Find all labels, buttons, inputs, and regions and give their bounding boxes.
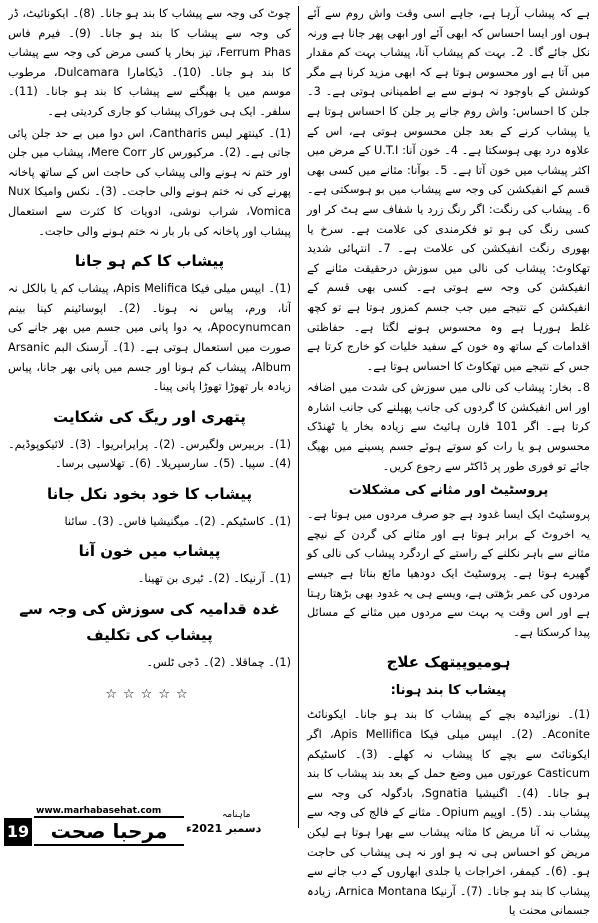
involuntary-heading: پیشاب کا خود بخود نکل جانا [46,484,253,503]
retention-subheading: پیشاب کا بند ہونا: [390,683,507,699]
prostate-subheading: پروسٹیٹ اور مثانے کی مشکلات [348,483,549,499]
stones-paragraph: (1)۔ بربیرس ولگیرس۔ (2)۔ پرایرابریوا۔ (3)۔ لائیکوپوڈیم۔ (4)۔ سپیا۔ (5)۔ سارسپریلا۔ (6)۔ تھلاسپی برسا۔ [8,437,291,471]
glands-paragraph: (1)۔ چماقلا۔ (2)۔ ڈجی ٹلس۔ [146,656,291,670]
stones-heading: پتھری اور ریگ کی شکایت [53,407,246,426]
prostate-paragraph: پروسٹیٹ ایک ایسا غدود ہے جو صرف مردوں میں ہوتا ہے۔ یہ اخروٹ کے برابر ہوتا ہے اور مثانے کی گردن کے نیچے مثانے سے باہر نکلنے کے راستے کے اردگرد پیشاب کی نالی کو گھیرے ہوتا ہے۔ پروسٹیٹ ایک دودھیا مائع بناتا ہے جیسے مردوں کی عمر بڑھتی ہے، ویسے ہی یہ غدود بھی بڑھتا رہتا ہے اور اس وقت یہ بہت سے مردوں میں مثانے کے مسائل پیدا کرسکتا ہے۔ [307,508,590,639]
page-footer [0,806,300,850]
column-divider [298,6,299,828]
homeopathic-heading: ہومیوپیتھک علاج [386,653,511,672]
glands-heading: غدہ قدامیہ کی سوزش کی وجہ سے پیشاب کی تکلیف [19,600,280,645]
stars-divider: ☆☆☆☆☆ [105,686,194,702]
issue-date: دسمبر 2021ء [186,822,262,835]
website-url[interactable]: www.marhabasehat.com [36,806,162,816]
less-urine-heading: پیشاب کا کم ہو جانا [74,252,225,271]
symptoms-paragraph: ہے کہ پیشاب آرہا ہے، جاہے اسی وقت واش روم سے آئے ہوں اور ایسا احساس کہ ابھی آئے اور ابھی پھر جانا ہے ورنہ نکل جائے گا۔ 2۔ بہت کم پیشاب آنا، پیشاب بہت کم مقدار میں آتا ہے اور محسوس ہوتا ہے کہ ابھی مزید کرنا ہے مگر کوشش کے باوجود نہ ہونے سے بے اطمینانی ہوتی ہے۔ 3۔ جلن کا احساس: واش روم جانے پر جلن کا احساس ہوتا ہے یا پیشاب کرنے کے بعد جلن محسوس ہوتی ہے، اس کے علاوہ درد بھی ہوسکتا ہے۔ 4۔ خون آنا: U.T.I کے مرض میں اکثر پیشاب میں خون آتا ہے۔ 5۔ بوآنا: مثانے میں کسی بھی قسم کے انفیکشن کی وجہ سے پیشاب میں بو ہوسکتی ہے۔ 6۔ پیشاب کی رنگت: اگر رنگ زرد یا شفاف سے ہٹ کر اور کسی رنگ کی ہو تو فکرمندی کی علامت ہے۔ سرخ یا بھوری رنگت انفیکشن کی علامت ہے۔ 7۔ انتہائی شدید تھکاوٹ: پیشاب کی نالی میں سوزش درحقیقت مثانے کے انفیکشن کی وجہ سے ہوتی ہے۔ کسی بھی قسم کے انفیکشن کے نتیجے میں جب جسم کمزور ہوتا ہے تو کچھ غلط ہورہا ہے وہ محسوس ہونے لگتا ہے۔ حفاظتی اقدامات کے ساتھ وہ خون کے سفید خلیات کو خارج کرتا ہے جس کے نتیجے میں تھکاوٹ کا احساس ہوتا ہے۔ [307,7,590,373]
blood-heading: پیشاب میں خون آنا [78,542,221,561]
blood-paragraph: (1)۔ آرنیکا۔ (2)۔ ٹیری بن تھینا۔ [137,572,291,586]
monthly-label: ماہنامہ [222,810,251,820]
page-number: 19 [4,818,32,846]
burning-paragraph: (1)۔ کینتھر لیس Cantharis، اس دوا میں بے حد جلن پائی جاتی ہے۔ (2)۔ مرکیورس کار Mere Corr، پیشاب میں جلن اور ختم نہ ہونے والی پیشاب کی حاجت اس کے ساتھ پاخانہ پھرنے کی نہ ختم ہونے والی حاجت۔ (3)۔ نکس وامیکا Nux Vomica، شراب نوشی، ادویات کا کثرت سے استعمال پیشاب اور پاخانہ کی بار بار نہ ختم ہونے والی حاجت۔ [8,126,291,238]
left-column [8,4,291,774]
fever-paragraph: 8۔ بخار: پیشاب کی نالی میں سوزش کی شدت میں اضافہ اور اس انفیکشن کا گردوں کی جانب پھیلنے کی جانب اشارہ کرتا ہے۔ اگر 101 فارن ہائیٹ سے زیادہ بخار یا ٹھنڈک محسوس ہو یا رات کو سوتے ہوئے جسم پسینے میں بھیگ جائے تو فوری طور پر ڈاکٹر سے رجوع کریں۔ [307,381,591,473]
magazine-masthead: مرحبا صحت [34,816,184,846]
retention-continued-paragraph: چوٹ کی وجہ سے پیشاب کا بند ہو جانا۔ (8)۔ ایکونائیٹ، ڈر کی وجہ سے پیشاب کا بند ہو جانا۔ (9)۔ فیرم فاس Ferrum Phas، تیز بخار یا کسی مرض کی وجہ سے پیشاب کا بند ہو جانا۔ (10)۔ ڈیکامارا Dulcamara، مرطوب موسم میں یا بھیگنے سے پیشاب کا بند ہو جانا۔ (11)۔ سلفر۔ ایک ہی خوراک پیشاب کو جاری کردیتی ہے۔ [8,7,291,118]
retention-paragraph: (1)۔ نوزائیدہ بچے کے پیشاب کا بند ہو جانا۔ ایکونائٹ Aconite۔ (2)۔ ایپس میلی فیکا Apis Mellifica، اگر ایکونائٹ سے بچے کا پیشاب نہ کھلے۔ (3)۔ کاسٹیکم Casticum عورتوں میں وضع حمل کے بعد بند پیشاب کا بند ہو جانا۔ (4)۔ اگنیشیا Sgnatia، بادگولہ کی وجہ سے پیشاب بند۔ (5)۔ اوپیم Opium۔ مثانے کے فالج کی وجہ سے پیشاب نہ آنا مریض کا مثانہ پیشاب سے بھرا ہوتا ہے لیکن مریض کو احساس ہی نہ ہو اور نہ ہی پیشاب کی حاجت ہو۔ (6)۔ کیمفر، اخراجات یا جلدی ابھاروں کے دب جانے سے پیشاب کا بند ہو جانا۔ (7)۔ آرنیکا Arnica Montana، زیادہ جسمانی محنت یا [307,708,591,918]
less-urine-paragraph: (1)۔ ایپس میلی فیکا Apis Melifica، پیشاب کم یا بالکل نہ آنا، ورم، پیاس نہ ہونا۔ (2)۔ اپوسائینم کینا بینم Apocynumcan، یہ دوا پانی میں جسم میں بھر جانے کی صورت میں استعمال ہوتی ہے۔ (1)۔ آرسنک البم Arsanic Album، پیشاب کم ہونا اور جسم میں پانی بھر جانا، پیاس زیادہ بار تھوڑا تھوڑا پانی پینا۔ [8,282,291,394]
involuntary-paragraph: (1)۔ کاسٹیکم۔ (2)۔ میگنیشیا فاس۔ (3)۔ سائنا [64,514,291,528]
right-column [307,4,590,923]
